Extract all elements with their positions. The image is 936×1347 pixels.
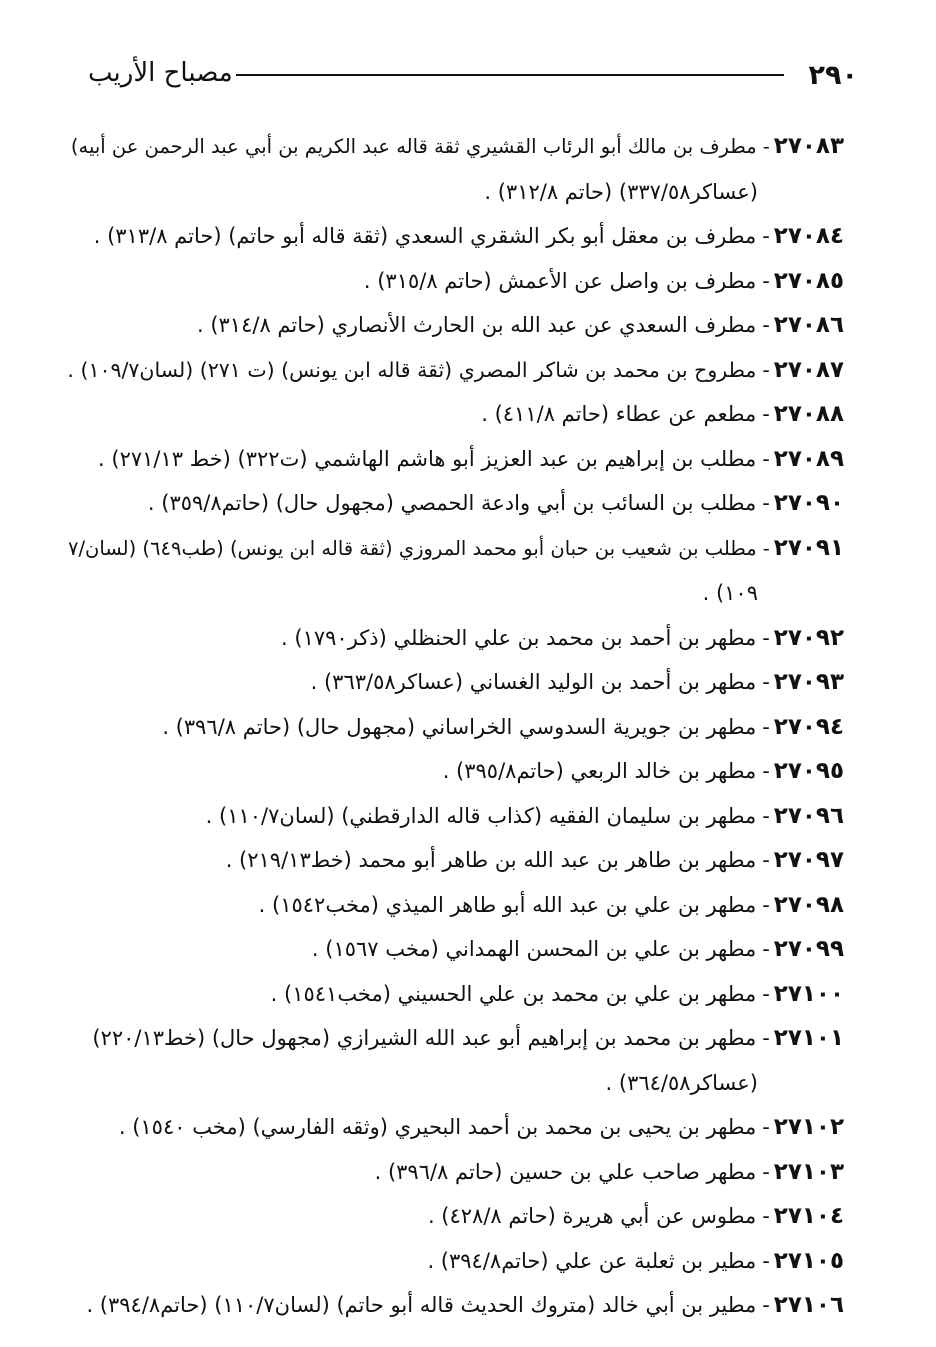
- entry-number: ٢٧٠٨٧: [773, 356, 844, 383]
- entry-text: مطرف بن معقل أبو بكر الشقري السعدي (ثقة قاله أبو حاتم) (حاتم ٣١٣/٨) .: [93, 224, 757, 248]
- entry: ٢٧٠٩٥-مطهر بن خالد الربعي (حاتم٣٩٥/٨) .: [442, 758, 844, 784]
- page-number: ٢٩٠: [808, 60, 858, 91]
- entry-text: مطلب بن شعيب بن حبان أبو محمد المروزي (ثقة قاله ابن يونس) (طب٦٤٩) (لسان/٧: [67, 536, 757, 560]
- page-header: [88, 56, 858, 96]
- entry: ٢٧١٠١-مطهر بن محمد بن إبراهيم أبو عبد الله الشيرازي (مجهول حال) (خط٢٢٠/١٣): [92, 1025, 844, 1051]
- entry-number: ٢٧١٠٠: [773, 980, 844, 1007]
- entry-text: مطهر بن أحمد بن الوليد الغساني (عساكر٣٦٣/٥٨) .: [310, 670, 757, 694]
- entry-list: [60, 124, 862, 1328]
- entry-text: مطير بن ثعلبة عن علي (حاتم٣٩٤/٨) .: [427, 1248, 757, 1273]
- entry-number: ٢٧١٠٥: [773, 1247, 844, 1274]
- entry-number: ٢٧١٠٦: [773, 1292, 844, 1318]
- entry-continuation: (عساكر٣٣٧/٥٨) (حاتم ٣١٢/٨) .: [484, 179, 758, 204]
- entry-number: ٢٧٠٩٢: [773, 624, 844, 651]
- entry-number: ٢٧٠٩٣: [773, 669, 844, 695]
- entry-number: ٢٧٠٩٥: [773, 758, 844, 784]
- entry-number: ٢٧٠٨٤: [773, 223, 844, 249]
- entry: ٢٧٠٨٦-مطرف السعدي عن عبد الله بن الحارث الأنصاري (حاتم ٣١٤/٨) .: [196, 312, 844, 338]
- entry-text: مطلب بن إبراهيم بن عبد العزيز أبو هاشم الهاشمي (ت٣٢٢) (خط ٢٧١/١٣) .: [98, 446, 757, 471]
- entry-text: مطهر بن علي بن محمد بن علي الحسيني (مخب١٥٤١) .: [270, 981, 757, 1006]
- entry: ٢٧٠٩١-مطلب بن شعيب بن حبان أبو محمد المروزي (ثقة قاله ابن يونس) (طب٦٤٩) (لسان/٧: [67, 534, 844, 561]
- entry-text: مطلب بن السائب بن أبي وادعة الحمصي (مجهول حال) (حاتم٣٥٩/٨) .: [147, 491, 757, 515]
- entry-text: مطهر بن خالد الربعي (حاتم٣٩٥/٨) .: [442, 759, 757, 783]
- entry-text: مطروح بن محمد بن شاكر المصري (ثقة قاله ابن يونس) (ت ٢٧١) (لسان١٠٩/٧) .: [67, 357, 757, 382]
- entry-text: مطرف السعدي عن عبد الله بن الحارث الأنصاري (حاتم ٣١٤/٨) .: [196, 313, 757, 337]
- entry: ٢٧٠٩٨-مطهر بن علي بن عبد الله أبو طاهر الميذي (مخب١٥٤٢) .: [258, 891, 844, 918]
- entry: ٢٧٠٨٨-مطعم عن عطاء (حاتم ٤١١/٨) .: [481, 401, 844, 427]
- entry-number: ٢٧٠٩٤: [773, 713, 844, 740]
- entry-number: ٢٧٠٨٦: [773, 312, 844, 338]
- entry: ٢٧٠٩٠-مطلب بن السائب بن أبي وادعة الحمصي (مجهول حال) (حاتم٣٥٩/٨) .: [147, 490, 844, 516]
- entry: ٢٧١٠٢-مطهر بن يحيى بن محمد بن أحمد البحيري (وثقه الفارسي) (مخب ١٥٤٠) .: [118, 1114, 844, 1140]
- entry: ٢٧١٠٣-مطهر صاحب علي بن حسين (حاتم ٣٩٦/٨) .: [374, 1158, 844, 1185]
- entry-text: مطير بن أبي خالد (متروك الحديث قاله أبو حاتم) (لسان١١٠/٧) (حاتم٣٩٤/٨) .: [86, 1293, 757, 1317]
- entry: ٢٧٠٩٧-مطهر بن طاهر بن عبد الله بن طاهر أبو محمد (خط٢١٩/١٣) .: [225, 847, 844, 873]
- entry-text: مطهر بن طاهر بن عبد الله بن طاهر أبو محمد (خط٢١٩/١٣) .: [225, 848, 757, 872]
- entry-number: ٢٧٠٩٨: [773, 891, 844, 918]
- entry-number: ٢٧٠٩١: [773, 534, 844, 561]
- entry-continuation: (عساكر٣٦٤/٥٨) .: [605, 1070, 758, 1095]
- entry-number: ٢٧١٠١: [773, 1025, 844, 1051]
- entry-text: مطرف بن مالك أبو الرئاب القشيري ثقة قاله عبد الكريم بن أبي عبد الرحمن عن أبيه): [70, 135, 757, 158]
- entry-number: ٢٧٠٨٥: [773, 267, 844, 294]
- entry: ٢٧٠٩٦-مطهر بن سليمان الفقيه (كذاب قاله الدارقطني) (لسان١١٠/٧) .: [205, 802, 844, 829]
- header-rule: [236, 74, 784, 76]
- entry-text: مطهر بن محمد بن إبراهيم أبو عبد الله الشيرازي (مجهول حال) (خط٢٢٠/١٣): [92, 1026, 757, 1050]
- entry-number: ٢٧٠٩٧: [773, 847, 844, 873]
- entry-text: مطهر بن علي بن المحسن الهمداني (مخب ١٥٦٧) .: [311, 937, 757, 961]
- entry-number: ٢٧٠٨٨: [773, 401, 844, 427]
- entry-text: مطوس عن أبي هريرة (حاتم ٤٢٨/٨) .: [427, 1204, 757, 1228]
- entry-text: مطهر بن جويرية السدوسي الخراساني (مجهول حال) (حاتم ٣٩٦/٨) .: [162, 714, 757, 739]
- entry: ٢٧٠٨٣-مطرف بن مالك أبو الرئاب القشيري ثقة قاله عبد الكريم بن أبي عبد الرحمن عن أبيه): [70, 133, 844, 159]
- entry: ٢٧٠٩٣-مطهر بن أحمد بن الوليد الغساني (عساكر٣٦٣/٥٨) .: [310, 669, 844, 695]
- entry-number: ٢٧٠٨٩: [773, 445, 844, 472]
- entry: ٢٧١٠٤-مطوس عن أبي هريرة (حاتم ٤٢٨/٨) .: [427, 1203, 844, 1229]
- entry-text: مطرف بن واصل عن الأعمش (حاتم ٣١٥/٨) .: [363, 268, 757, 293]
- entry-continuation: ١٠٩) .: [702, 581, 758, 605]
- entry: ٢٧١٠٥-مطير بن ثعلبة عن علي (حاتم٣٩٤/٨) .: [427, 1247, 844, 1274]
- entry-text: مطعم عن عطاء (حاتم ٤١١/٨) .: [481, 402, 757, 426]
- entry-text: مطهر بن علي بن عبد الله أبو طاهر الميذي (مخب١٥٤٢) .: [258, 892, 757, 917]
- entry-number: ٢٧٠٩٠: [773, 490, 844, 516]
- entry: ٢٧٠٨٩-مطلب بن إبراهيم بن عبد العزيز أبو هاشم الهاشمي (ت٣٢٢) (خط ٢٧١/١٣) .: [98, 445, 844, 472]
- entry: ٢٧٠٨٥-مطرف بن واصل عن الأعمش (حاتم ٣١٥/٨) .: [363, 267, 844, 294]
- entry-number: ٢٧١٠٤: [773, 1203, 844, 1229]
- entry-number: ٢٧٠٩٦: [773, 802, 844, 829]
- entry-number: ٢٧٠٩٩: [773, 936, 844, 962]
- entry-number: ٢٧١٠٢: [773, 1114, 844, 1140]
- entry-text: مطهر صاحب علي بن حسين (حاتم ٣٩٦/٨) .: [374, 1159, 757, 1184]
- entry-number: ٢٧٠٨٣: [773, 133, 844, 159]
- book-title: مصباح الأريب: [88, 58, 233, 88]
- entry: ٢٧١٠٠-مطهر بن علي بن محمد بن علي الحسيني (مخب١٥٤١) .: [270, 980, 844, 1007]
- entry: ٢٧٠٨٧-مطروح بن محمد بن شاكر المصري (ثقة قاله ابن يونس) (ت ٢٧١) (لسان١٠٩/٧) .: [67, 356, 844, 383]
- entry-text: مطهر بن يحيى بن محمد بن أحمد البحيري (وثقه الفارسي) (مخب ١٥٤٠) .: [118, 1115, 757, 1139]
- entry-number: ٢٧١٠٣: [773, 1158, 844, 1185]
- entry: ٢٧٠٨٤-مطرف بن معقل أبو بكر الشقري السعدي (ثقة قاله أبو حاتم) (حاتم ٣١٣/٨) .: [93, 223, 844, 249]
- entry: ٢٧٠٩٩-مطهر بن علي بن المحسن الهمداني (مخب ١٥٦٧) .: [311, 936, 844, 962]
- entry: ٢٧٠٩٤-مطهر بن جويرية السدوسي الخراساني (مجهول حال) (حاتم ٣٩٦/٨) .: [162, 713, 844, 740]
- entry-text: مطهر بن أحمد بن محمد بن علي الحنظلي (ذكر١٧٩٠) .: [281, 625, 757, 650]
- entry-text: مطهر بن سليمان الفقيه (كذاب قاله الدارقطني) (لسان١١٠/٧) .: [205, 803, 757, 828]
- entry: ٢٧٠٩٢-مطهر بن أحمد بن محمد بن علي الحنظلي (ذكر١٧٩٠) .: [281, 624, 844, 651]
- entry: ٢٧١٠٦-مطير بن أبي خالد (متروك الحديث قاله أبو حاتم) (لسان١١٠/٧) (حاتم٣٩٤/٨) .: [86, 1292, 844, 1318]
